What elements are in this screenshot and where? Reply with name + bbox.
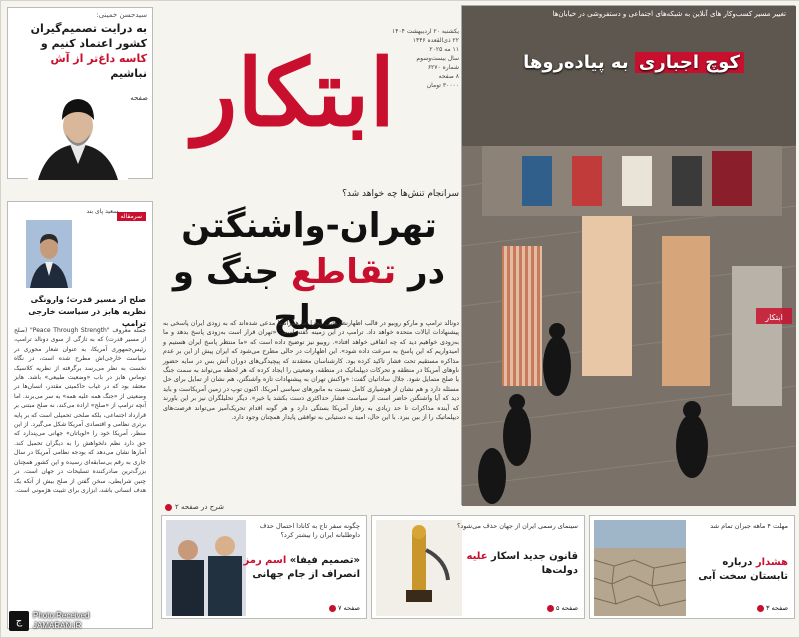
water-headline: هشدار درباره تابستان سخت آبی — [698, 557, 788, 582]
cleric-portrait-image — [28, 86, 128, 180]
fifa-kicker: چگونه سفر تاج به کانادا احتمال حذف داوطلبانه ایران را بیشتر کرد؟ — [259, 522, 360, 539]
main-kicker: سرانجام تنش‌ها چه خواهد شد؟ — [342, 189, 459, 199]
editorial-title: صلح از مسیر قدرت؛ وارونگی نظریه هابز در سیاست خارجی ترامپ — [28, 295, 146, 328]
continued-dot-icon — [165, 504, 172, 511]
oscar-dot-icon — [547, 605, 554, 612]
fifa-officials-photo — [166, 520, 246, 616]
main-headline[interactable]: تهران-واشنگتن در تقاطع جنگ و صلح — [172, 206, 446, 338]
quote-headline: به درایت تصمیم‌گیران کشور اعتماد کنیم و کاسه داغ‌تر از آش نباشیم — [30, 22, 147, 80]
credit-line-2: JAMARAN.IR — [33, 621, 82, 630]
photo-kicker: تغییر مسیر کسب‌وکار های آنلاین به شبکه‌های اجتماعی و دستفروشی در خیابان‌ها — [552, 10, 786, 18]
fifa-dot-icon — [329, 605, 336, 612]
street-vendors-photo-story[interactable] — [461, 5, 795, 505]
oscar-statue-image — [376, 520, 462, 616]
water-story-box[interactable] — [589, 515, 795, 619]
logo-text: ابتکار — [192, 39, 396, 147]
oscar-story-box[interactable] — [371, 515, 585, 619]
author-photo — [26, 220, 72, 288]
masthead — [159, 5, 459, 171]
dry-lake-photo — [594, 520, 686, 616]
main-body: دونالد ترامپ و مارکو روبیو در قالب اظهارنظرهایی مجزا اما همراستا مدعی شده‌اند که به زودی ایران پاسخی به پیشنهادات ایالات متحده خواهد داد. ترامپ در این زمینه گفته است: «تهران قرار است به‌زودی پاسخ بدهد و ما به‌زودی خواهیم دید که چه اتفاقی خواهد افتاد». روبیو نیز توضیح داده است که «ما منتظر پاسخ ایران هستیم و امیدواریم که این پاسخ به سرعت داده شود». این اظهارات در حالی مطرح می‌شود که ایران پیش از این بر عدم مذاکره مستقیم تحت فشار تاکید کرده بود. کارشناسان معتقدند که پیچیدگی‌های دوران آتش بس در سایه حضور ناوهای آمریکا در منطقه و تحرکات دیپلماتیک در منطقه، وضعیتی را ایجاد کرده که هر لحظه می‌تواند به سمت جنگ یا صلح متمایل شود. جلال ساداتیان گفت: «واکنش تهران به پیشنهادات تازه واشنگتن، هم نشان از تمایل برای حل مسئله دارد و هم نشان از هوشیاری کامل نسبت به مانورهای سیاسی آمریکا. اکنون توپ در زمین آمریکاست و باید دید که آیا واشنگتن حاضر است از سیاست فشار حداکثری دست بکشد یا خیر». دیگر تحلیلگران نیز بر این باورند که آینده مذاکرات تا حد زیادی به رفتار آمریکا بستگی دارد و هر گونه اقدام تحریک‌آمیز می‌تواند فرصت‌های دیپلماتیک را از بین ببرد. با این حال، امید به دستیابی به توافقی پایدار همچنان وجود دارد. — [163, 320, 459, 422]
fifa-headline: «تصمیم فیفا» اسم رمز انصراف از جام جهانی — [243, 555, 360, 580]
oscar-page-ref[interactable]: صفحه ۵ — [547, 604, 578, 612]
quote-kicker: سیدحسن خمینی: — [96, 11, 147, 19]
street-vendors-photo — [462, 6, 796, 506]
fifa-story-box[interactable] — [161, 515, 367, 619]
water-dot-icon — [757, 605, 764, 612]
editorial-column[interactable] — [7, 201, 153, 629]
oscar-headline: قانون جدید اسکار علیه دولت‌ها — [466, 551, 578, 576]
jamaran-logo-icon: ج — [9, 611, 29, 631]
editorial-tag: سرمقاله — [117, 212, 146, 221]
photo-badge-text: ابتکار — [765, 313, 783, 322]
fifa-page-ref[interactable]: صفحه ۷ — [329, 604, 360, 612]
ebtekar-logo — [192, 5, 396, 165]
oscar-kicker: سینمای رسمی ایران از جهان حذف می‌شود؟ — [456, 522, 578, 530]
photo-credit — [9, 611, 89, 631]
water-kicker: مهلت ۴ ماهه جبران تمام شد — [710, 522, 788, 530]
credit-line-1: Photo:Received — [33, 611, 90, 620]
editorial-body: جمله معروف "Peace Through Strength" (صلح از مسیر قدرت) که به تازگی از سوی دونالد ترامپ، رئیس‌جمهوری آمریکا، به عنوان شعار محوری در سیاست خارجی‌اش مطرح شده است، در نگاه نخست به نظر می‌رسد برگرفته از نظریه کلاسیک توماس هابز در باب «وضعیت طبیعی» باشد. هابز معتقد بود که در غیاب حاکمیتی مقتدر، انسان‌ها در وضعیتی از «جنگ همه علیه همه» به سر می‌برند. اما آنچه ترامپ از «صلح» اراده می‌کند، نه صلح مبتنی بر قرارداد اجتماعی، بلکه صلحی تحمیلی است که بر پایه برتری نظامی و اقتصادی آمریکا شکل می‌گیرد. از این منظر، آمریکا خود را «لویاتان» جهانی می‌پندارد که حق دارد نظم دلخواهش را به دیگران تحمیل کند. آمارها نشان می‌دهد که بودجه نظامی آمریکا در سال جاری به رقم بی‌سابقه‌ای رسیده و این کشور همچنان بزرگ‌ترین صادرکننده تسلیحات در جهان است. در چنین شرایطی، سخن گفتن از صلح بیش از آنکه یک هدف انسانی باشد، ابزاری برای تثبیت هژمونی است. — [14, 327, 147, 494]
photo-headline: کوچ اجباری به پیاده‌روها — [523, 52, 744, 73]
water-page-ref[interactable]: صفحه ۳ — [757, 604, 788, 612]
khomeini-quote-box[interactable] — [7, 7, 153, 179]
editorial-author: سعید پای بند — [86, 208, 118, 215]
continued-ref[interactable]: شرح در صفحه ۲ — [165, 503, 224, 511]
page-ref[interactable]: صفحه — [115, 94, 148, 102]
issue-info: یکشنبه ۲۰ اردیبهشت ۱۴۰۴ ۲۲ ذی‌القعده ۱۴۴۶ ۱۱ مه ۲۰۲۵ سال بیست‌وسوم شماره ۶۲۷۰ ۸ صفحه ۳۰۰۰۰ تومان — [392, 28, 459, 89]
